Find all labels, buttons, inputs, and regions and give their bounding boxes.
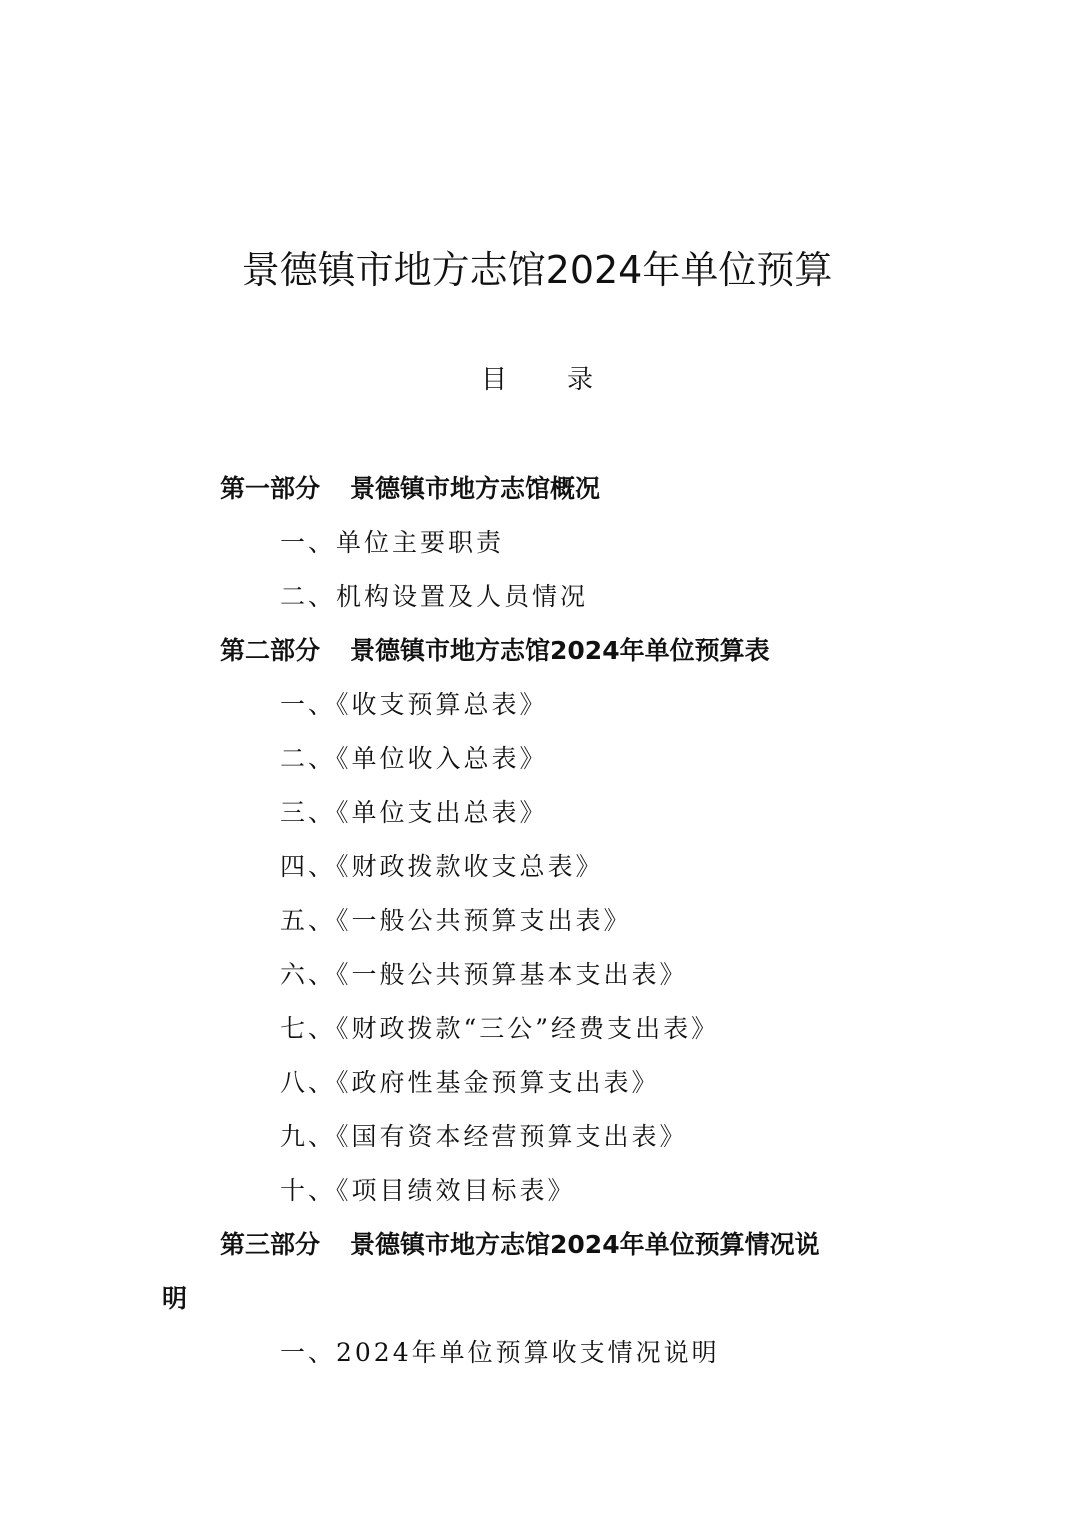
part-title-line-2: 明 [162, 1284, 188, 1313]
part-title: 景德镇市地方志馆概况 [350, 474, 601, 503]
toc-item[interactable]: 九、《国有资本经营预算支出表》 [280, 1122, 688, 1151]
toc-item[interactable]: 七、《财政拨款“三公”经费支出表》 [280, 1014, 720, 1043]
toc-heading: 目录 [480, 365, 653, 395]
toc-item[interactable]: 六、《一般公共预算基本支出表》 [280, 960, 688, 989]
toc-part-2[interactable] [0, 624, 1074, 678]
part-number: 第一部分 [220, 474, 321, 503]
part-number: 第三部分 [220, 1230, 321, 1259]
part-title-line-1 [0, 1218, 1074, 1272]
toc-item[interactable]: 二、机构设置及人员情况 [280, 582, 589, 611]
toc-item[interactable]: 二、《单位收入总表》 [280, 744, 548, 773]
document-title: 景德镇市地方志馆2024年单位预算 [241, 248, 833, 292]
part-number: 第二部分 [220, 636, 321, 665]
toc-item[interactable]: 一、2024年单位预算收支情况说明 [280, 1338, 720, 1367]
toc-item[interactable]: 八、《政府性基金预算支出表》 [280, 1068, 660, 1097]
part-title: 景德镇市地方志馆2024年单位预算情况说 [350, 1230, 820, 1259]
toc-item[interactable]: 五、《一般公共预算支出表》 [280, 906, 632, 935]
toc-item[interactable]: 一、单位主要职责 [280, 528, 505, 557]
toc-item[interactable]: 四、《财政拨款收支总表》 [280, 852, 604, 881]
table-of-contents [0, 462, 1074, 1380]
toc-part-1[interactable] [0, 462, 1074, 516]
toc-item[interactable]: 一、《收支预算总表》 [280, 690, 548, 719]
toc-item[interactable]: 三、《单位支出总表》 [280, 798, 548, 827]
part-title: 景德镇市地方志馆2024年单位预算表 [350, 636, 770, 665]
toc-part-3[interactable] [0, 1218, 1074, 1326]
toc-item[interactable]: 十、《项目绩效目标表》 [280, 1176, 576, 1205]
